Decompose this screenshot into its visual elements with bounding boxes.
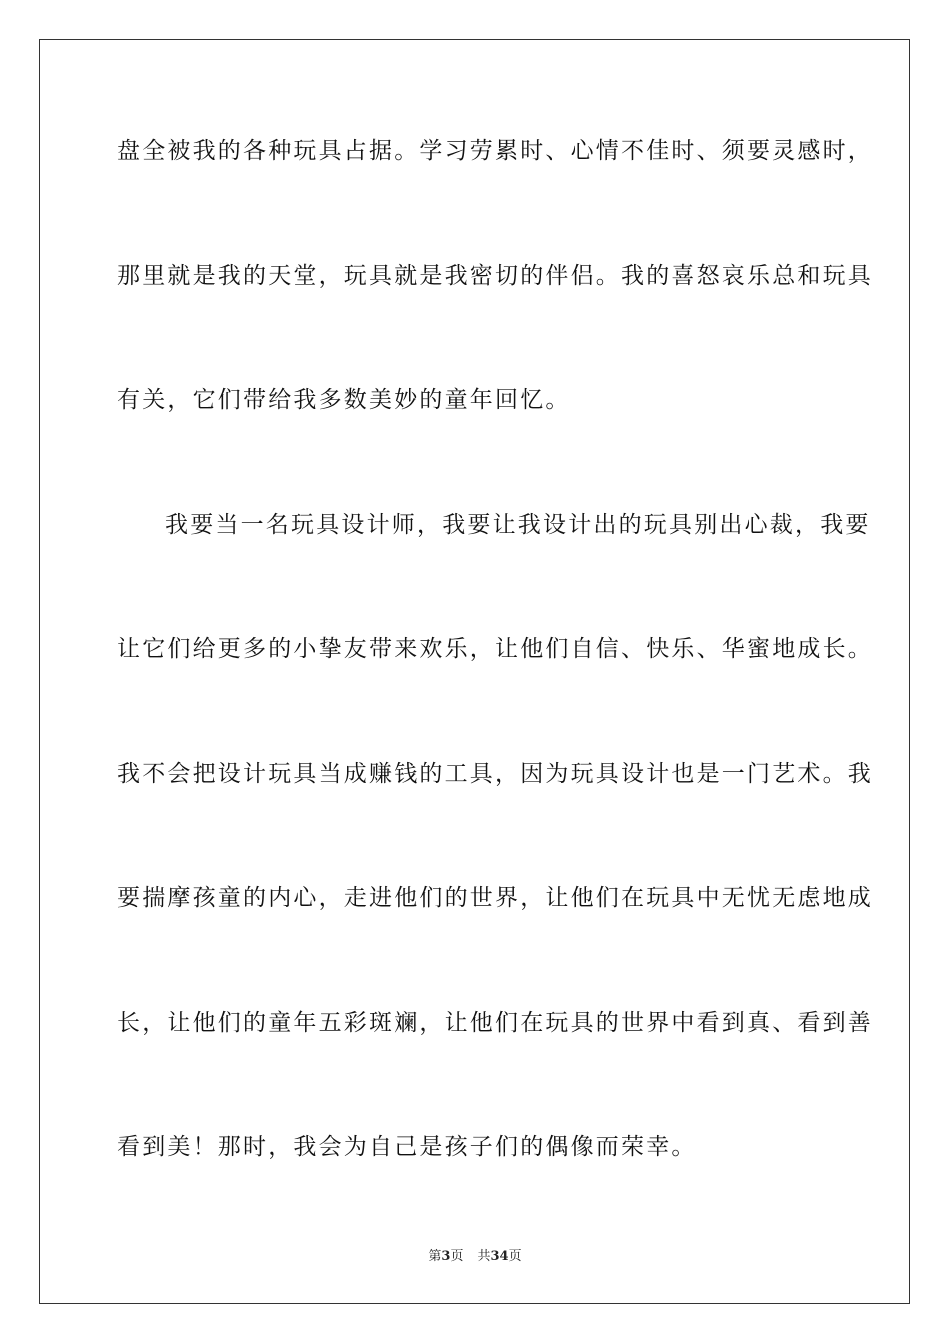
page-prefix: 第	[428, 1249, 442, 1264]
page-suffix: 页	[450, 1249, 464, 1264]
total-prefix: 共	[477, 1249, 491, 1264]
body-text-line: 长，让他们的童年五彩斑斓，让他们在玩具的世界中看到真、看到善	[117, 1010, 873, 1036]
body-text-line: 让它们给更多的小挚友带来欢乐，让他们自信、快乐、华蜜地成长。	[117, 636, 873, 662]
body-text-line: 我不会把设计玩具当成赚钱的工具，因为玩具设计也是一门艺术。我	[117, 761, 873, 787]
body-text-line: 要揣摩孩童的内心，走进他们的世界，让他们在玩具中无忧无虑地成	[117, 885, 873, 911]
total-pages: 34	[490, 1249, 509, 1264]
total-suffix: 页	[508, 1249, 522, 1264]
body-text-line: 盘全被我的各种玩具占据。学习劳累时、心情不佳时、须要灵感时，	[117, 138, 873, 164]
page-footer	[0, 1248, 950, 1266]
body-text-line: 有关，它们带给我多数美妙的童年回忆。	[117, 387, 571, 413]
paragraph-first-line: 我要当一名玩具设计师，我要让我设计出的玩具别出心裁，我要	[165, 512, 871, 538]
body-text-line: 看到美！那时，我会为自己是孩子们的偶像而荣幸。	[117, 1134, 697, 1160]
body-text-line: 那里就是我的天堂，玩具就是我密切的伴侣。我的喜怒哀乐总和玩具	[117, 263, 873, 289]
page-border	[39, 39, 910, 1304]
page-number: 3	[441, 1249, 451, 1264]
